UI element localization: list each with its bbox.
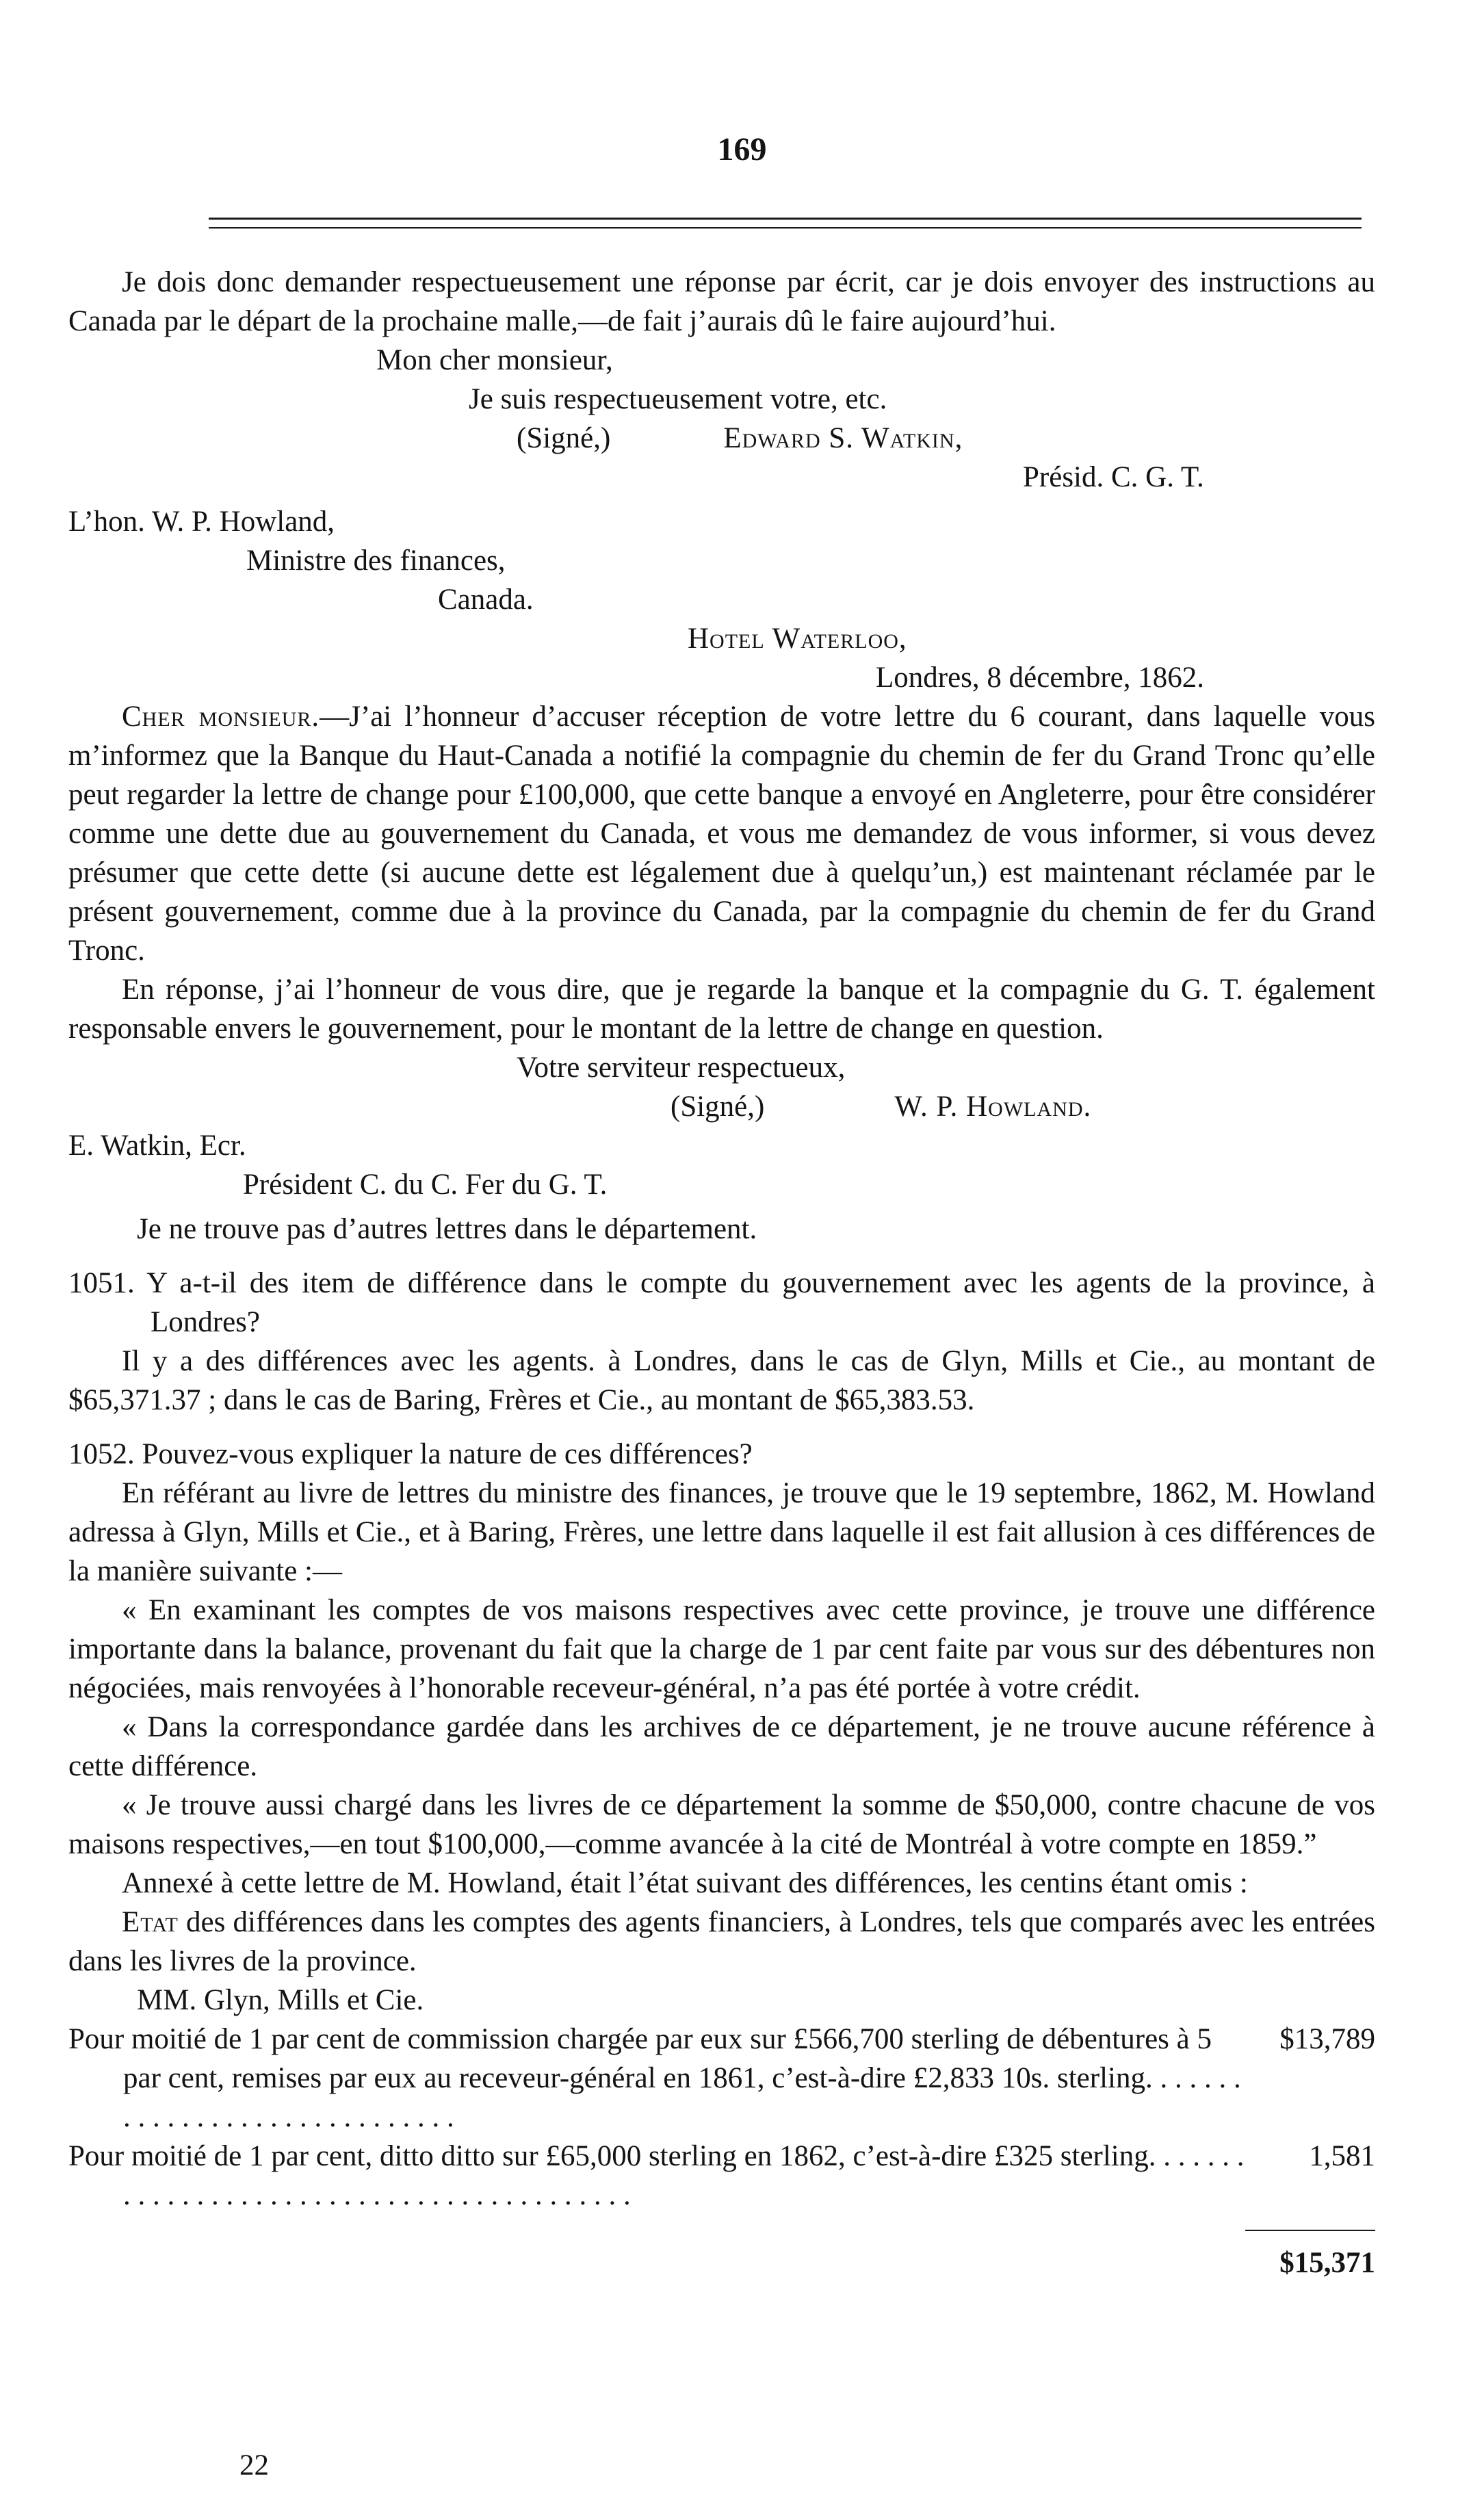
letter2-salutation: Cher monsieur. (122, 701, 320, 733)
question-1051: 1051. Y a-t-il des item de différence dans le compte du gouvernement avec les agents de la province, à Londres? (68, 1267, 1375, 1338)
letter1-addressee-name: L’hon. W. P. Howland, (68, 506, 335, 538)
statement-row (68, 2020, 1375, 2137)
page-body (68, 263, 1375, 2282)
letter1-salutation: Mon cher monsieur, (376, 344, 613, 376)
letter2-closing: Votre serviteur respectueux, (517, 1052, 846, 1084)
letter1-signer-title: Présid. C. G. T. (1023, 461, 1204, 493)
etat-label: Etat (122, 1906, 179, 1938)
letter2-paragraph1 (68, 697, 1375, 970)
letter2-date: Londres, 8 décembre, 1862. (876, 662, 1205, 694)
header-rule (209, 218, 1362, 220)
quote-1: « En examinant les comptes de vos maisons respectives avec cette province, je trouve une différence importante dans la balance, provenant du fait que la charge de 1 par cent faite par vous sur des débentures non négociées, mais renvoyées à l’honorable receveur-général, n’a pas été portée à votre crédit. (68, 1594, 1375, 1704)
total-rule (1245, 2230, 1375, 2231)
firm-name: MM. Glyn, Mills et Cie. (137, 1984, 424, 2016)
letter2-addressee-role: Président C. du C. Fer du G. T. (243, 1169, 608, 1201)
answer-1051: Il y a des différences avec les agents. à Londres, dans le cas de Glyn, Mills et Cie., au montant de $65,371.37 ; dans le cas de Baring, Frères et Cie., au montant de $65,383.53. (68, 1345, 1375, 1416)
etat-heading (68, 1903, 1375, 1981)
statement-row-amount: $13,789 (1279, 2023, 1375, 2055)
letter1-paragraph: Je dois donc demander respectueusement une réponse par écrit, car je dois envoyer des instructions au Canada par le départ de la prochaine malle,—de fait j’aurais dû le faire aujourd’hui. (68, 266, 1375, 337)
question-1052: 1052. Pouvez-vous expliquer la nature de ces différences? (68, 1438, 753, 1470)
statement-row-description: Pour moitié de 1 par cent de commission chargée par eux sur £566,700 sterling de débentures à 5 par cent, remises par eux au receveur-général en 1861, c’est-à-dire £2,833 10s. sterling. . . . . . . . . . . . . . . . . . . . . . . . . . . . . . (68, 2023, 1241, 2133)
header-rule-thin (209, 227, 1362, 229)
letter1-signature-line (68, 419, 1375, 458)
letter2-place: Hotel Waterloo, (688, 623, 907, 655)
letter1-addressee-place: Canada. (438, 584, 534, 616)
letter2-note: Je ne trouve pas d’autres lettres dans le département. (137, 1213, 757, 1245)
quote-3: « Je trouve aussi chargé dans les livres de ce département la somme de $50,000, contre chacune de vos maisons respectives,—en tout $100,000,—comme avancée à la cité de Montréal à votre compte en 1859.” (68, 1789, 1375, 1860)
quote-2: « Dans la correspondance gardée dans les archives de ce département, je ne trouve aucune référence à cette différence. (68, 1711, 1375, 1782)
letter2-signature-line (68, 1087, 1375, 1126)
letter1-closing: Je suis respectueusement votre, etc. (469, 383, 887, 415)
answer-1052-paragraph2: Annexé à cette lettre de M. Howland, était l’état suivant des différences, les centins étant omis : (122, 1867, 1248, 1899)
etat-text: des différences dans les comptes des agents financiers, à Londres, tels que comparés avec les entrées dans les livres de la province. (68, 1906, 1375, 1977)
statement-row-amount: 1,581 (1309, 2140, 1375, 2172)
letter1-signer: Edward S. Watkin, (723, 422, 963, 454)
letter2-signer: W. P. Howland. (894, 1091, 1092, 1123)
answer-1052-paragraph1: En référant au livre de lettres du ministre des finances, je trouve que le 19 septembre, 1862, M. Howland adressa à Glyn, Mills et Cie., et à Baring, Frères, une lettre dans laquelle il est fait allusion à ces différences de la manière suivante :— (68, 1477, 1375, 1587)
letter2-paragraph1-text: —J’ai l’honneur d’accuser réception de votre lettre du 6 courant, dans laquelle vous m’informez que la Banque du Haut-Canada a notifié la compagnie du chemin de fer du Grand Tronc qu’elle peut regarder la lettre de change pour £100,000, que cette banque a envoyé en Angleterre, pour être considérer comme une dette due au gouvernement du Canada, et vous me demandez de vous informer, si vous devez présumer que cette dette (si aucune dette est légalement due à quelqu’un,) est maintenant réclamée par le présent gouvernement, comme due à la province du Canada, par la compagnie du chemin de fer du Grand Tronc. (68, 701, 1375, 967)
statement-row-description: Pour moitié de 1 par cent, ditto ditto sur £65,000 sterling en 1862, c’est-à-dire £325 sterling. . . . . . . . . . . . . . . . . . . . . . . . . . . . . . . . . . . . . . . . . . (68, 2140, 1245, 2211)
letter1-signed: (Signé,) (517, 422, 611, 454)
page-number: 169 (717, 131, 767, 168)
letter1-addressee-role: Ministre des finances, (246, 545, 506, 577)
letter2-addressee-name: E. Watkin, Ecr. (68, 1130, 246, 1162)
letter2-signed: (Signé,) (671, 1091, 765, 1123)
letter2-paragraph2: En réponse, j’ai l’honneur de vous dire, que je regarde la banque et la compagnie du G. T. également responsable envers le gouvernement, pour le montant de la lettre de change en question. (68, 974, 1375, 1045)
statement-total: $15,371 (1279, 2247, 1375, 2279)
statement-row (68, 2137, 1375, 2215)
footer-number: 22 (239, 2449, 269, 2481)
